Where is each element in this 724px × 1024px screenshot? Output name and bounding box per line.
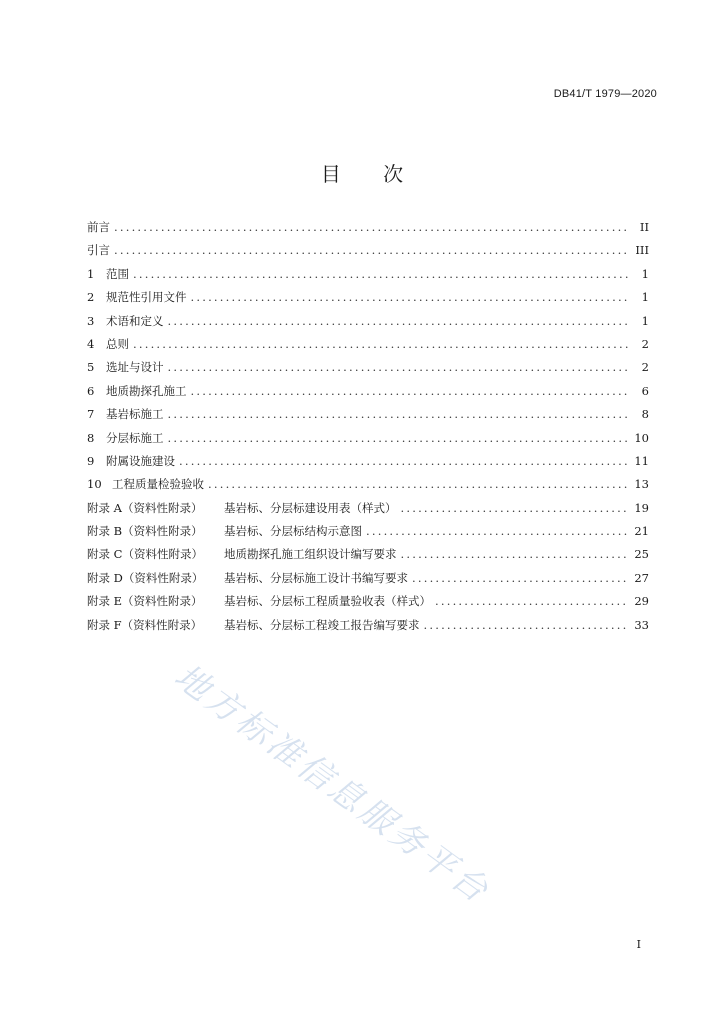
toc-entry-3[interactable] bbox=[87, 310, 649, 333]
toc-entry-label: 基岩标、分层标建设用表（样式） bbox=[224, 500, 397, 515]
toc-entry-page: 27 bbox=[634, 570, 649, 585]
toc-entry-page: 6 bbox=[641, 383, 649, 398]
toc-entry-label: 术语和定义 bbox=[106, 313, 164, 328]
toc-entry-label: 基岩标、分层标结构示意图 bbox=[224, 524, 362, 539]
toc-entry-number: 9 bbox=[87, 453, 95, 468]
toc-entry-page: 19 bbox=[634, 500, 649, 515]
toc-leader-dots bbox=[168, 403, 630, 426]
toc-leader-dots bbox=[191, 286, 630, 309]
page-number: I bbox=[636, 938, 641, 951]
toc-entry-page: 11 bbox=[634, 453, 649, 468]
toc-entry-introduction[interactable] bbox=[87, 239, 649, 262]
toc-entry-foreword[interactable] bbox=[87, 216, 649, 239]
toc-leader-dots bbox=[179, 450, 628, 473]
toc-leader-dots bbox=[401, 543, 629, 566]
toc-leader-dots bbox=[168, 427, 629, 450]
toc-entry-label: 前言 bbox=[87, 220, 110, 234]
toc-entry-2[interactable] bbox=[87, 286, 649, 309]
toc-entry-label: 工程质量检验验收 bbox=[112, 477, 204, 492]
toc-entry-number: 3 bbox=[87, 313, 95, 328]
toc-appendix-number: 附录 E（资料性附录） bbox=[87, 594, 203, 609]
toc-entry-9[interactable] bbox=[87, 450, 649, 473]
toc-leader-dots bbox=[114, 216, 629, 239]
toc-entry-appendix-b[interactable] bbox=[87, 520, 649, 543]
toc-leader-dots bbox=[168, 356, 630, 379]
toc-entry-5[interactable] bbox=[87, 356, 649, 379]
toc-leader-dots bbox=[366, 520, 628, 543]
toc-appendix-number: 附录 A（资料性附录） bbox=[87, 500, 203, 515]
toc-entry-number: 7 bbox=[87, 407, 95, 422]
toc-entry-number: 1 bbox=[87, 266, 95, 281]
toc-entry-4[interactable] bbox=[87, 333, 649, 356]
toc-entry-number: 6 bbox=[87, 383, 95, 398]
toc-entry-page: 8 bbox=[641, 407, 649, 422]
toc-leader-dots bbox=[191, 380, 630, 403]
toc-leader-dots bbox=[424, 614, 629, 637]
table-of-contents bbox=[87, 216, 649, 637]
toc-entry-8[interactable] bbox=[87, 427, 649, 450]
toc-entry-label: 基岩标、分层标工程质量验收表（样式） bbox=[224, 594, 431, 609]
toc-leader-dots bbox=[401, 497, 629, 520]
toc-entry-number: 5 bbox=[87, 360, 95, 375]
toc-leader-dots bbox=[133, 263, 629, 286]
toc-entry-page: III bbox=[635, 243, 649, 258]
watermark: 地方标准信息服务平台 bbox=[166, 656, 498, 913]
toc-entry-label: 规范性引用文件 bbox=[106, 290, 187, 305]
toc-entry-appendix-e[interactable] bbox=[87, 590, 649, 613]
toc-entry-label: 总则 bbox=[106, 336, 129, 351]
toc-entry-appendix-c[interactable] bbox=[87, 543, 649, 566]
toc-entry-number: 2 bbox=[87, 290, 95, 305]
toc-entry-page: II bbox=[639, 220, 649, 234]
toc-entry-page: 33 bbox=[634, 617, 649, 632]
toc-leader-dots bbox=[412, 567, 628, 590]
toc-appendix-number: 附录 B（资料性附录） bbox=[87, 524, 203, 539]
toc-leader-dots bbox=[208, 473, 628, 496]
toc-entry-page: 10 bbox=[634, 430, 649, 445]
toc-entry-label: 附属设施建设 bbox=[106, 453, 175, 468]
toc-entry-label: 基岩标、分层标工程竣工报告编写要求 bbox=[224, 617, 420, 632]
toc-entry-page: 29 bbox=[634, 594, 649, 609]
toc-appendix-number: 附录 C（资料性附录） bbox=[87, 547, 203, 562]
toc-entry-label: 地质勘探孔施工组织设计编写要求 bbox=[224, 547, 397, 562]
toc-leader-dots bbox=[133, 333, 629, 356]
toc-entry-number: 4 bbox=[87, 336, 95, 351]
toc-leader-dots bbox=[435, 590, 628, 613]
toc-entry-appendix-f[interactable] bbox=[87, 614, 649, 637]
toc-entry-6[interactable] bbox=[87, 380, 649, 403]
toc-entry-number: 8 bbox=[87, 430, 95, 445]
standard-code: DB41/T 1979—2020 bbox=[553, 88, 657, 100]
toc-entry-label: 选址与设计 bbox=[106, 360, 164, 375]
toc-entry-label: 基岩标、分层标施工设计书编写要求 bbox=[224, 570, 408, 585]
toc-entry-page: 21 bbox=[634, 524, 649, 539]
toc-entry-number: 10 bbox=[87, 477, 102, 492]
toc-entry-page: 2 bbox=[641, 336, 649, 351]
toc-entry-label: 引言 bbox=[87, 243, 110, 258]
toc-appendix-number: 附录 D（资料性附录） bbox=[87, 570, 204, 585]
toc-entry-label: 分层标施工 bbox=[106, 430, 164, 445]
toc-title: 目 次 bbox=[320, 162, 422, 186]
toc-entry-label: 范围 bbox=[106, 266, 129, 281]
toc-entry-label: 基岩标施工 bbox=[106, 407, 164, 422]
toc-entry-1[interactable] bbox=[87, 263, 649, 286]
toc-entry-page: 1 bbox=[641, 290, 649, 305]
toc-entry-10[interactable] bbox=[87, 473, 649, 496]
toc-entry-page: 1 bbox=[641, 313, 649, 328]
toc-entry-page: 1 bbox=[641, 266, 649, 281]
toc-entry-label: 地质勘探孔施工 bbox=[106, 383, 187, 398]
toc-entry-page: 2 bbox=[641, 360, 649, 375]
toc-leader-dots bbox=[114, 239, 629, 262]
toc-leader-dots bbox=[168, 310, 630, 333]
toc-appendix-number: 附录 F（资料性附录） bbox=[87, 617, 203, 632]
toc-entry-7[interactable] bbox=[87, 403, 649, 426]
toc-entry-page: 13 bbox=[634, 477, 649, 492]
toc-entry-appendix-a[interactable] bbox=[87, 497, 649, 520]
toc-entry-page: 25 bbox=[634, 547, 649, 562]
toc-entry-appendix-d[interactable] bbox=[87, 567, 649, 590]
